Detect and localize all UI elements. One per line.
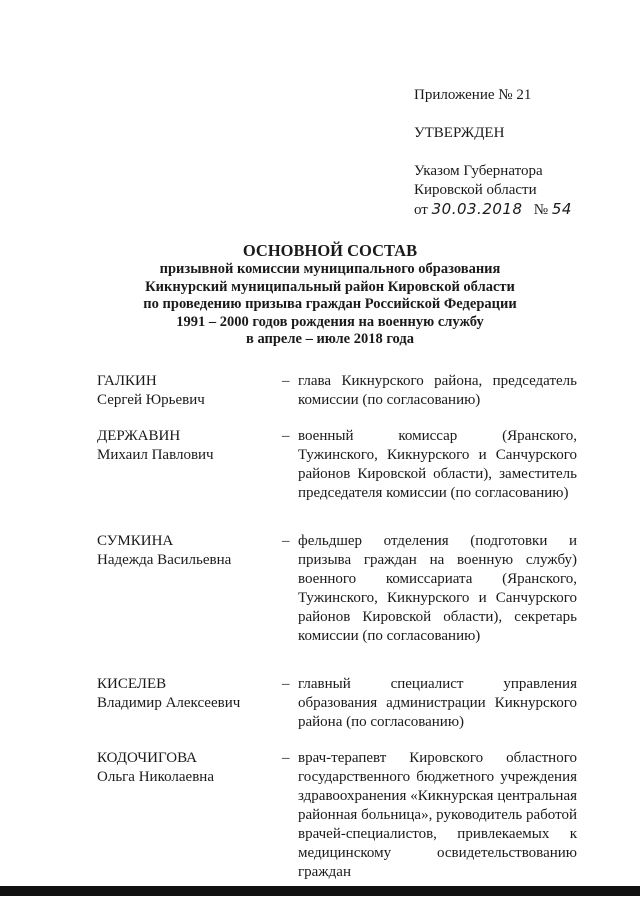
member-given-name: Ольга Николаевна xyxy=(97,769,214,785)
title-line-4: 1991 – 2000 годов рождения на военную службу xyxy=(176,313,484,330)
member-entry xyxy=(97,372,577,410)
dash-separator: – xyxy=(282,533,290,549)
decree-line-2: Кировской области xyxy=(414,182,537,198)
member-entry xyxy=(97,427,577,503)
member-given-name: Владимир Алексеевич xyxy=(97,695,241,711)
title-line-3: по проведению призыва граждан Российской Федерации xyxy=(143,296,517,312)
member-surname: ДЕРЖАВИН xyxy=(97,428,181,444)
title-line-5: в апреле – июле 2018 года xyxy=(246,331,414,347)
dash-separator: – xyxy=(282,373,290,389)
member-given-name: Сергей Юрьевич xyxy=(97,392,205,408)
scan-edge-bar xyxy=(0,886,640,896)
appendix-header xyxy=(414,86,614,220)
member-role: врач-терапевт Кировского областного государственного бюджетного учреждения здравоохранения «Кикнурская центральная районная больница», руководитель работой врачей-специалистов, привлекаемых к медицинскому освидетельствованию граждан xyxy=(298,750,577,880)
member-entry xyxy=(97,675,577,732)
member-surname: ГАЛКИН xyxy=(97,373,157,389)
number-prefix: № xyxy=(533,202,549,218)
decree-date: 30.03.2018 xyxy=(431,200,523,218)
member-role: главный специалист управления образования администрации Кикнурского района (по согласованию) xyxy=(298,676,577,730)
member-role: глава Кикнурского района, председатель комиссии (по согласованию) xyxy=(298,373,577,408)
date-prefix: от xyxy=(414,202,428,218)
member-name xyxy=(97,427,282,503)
dash-separator: – xyxy=(282,428,290,444)
member-name xyxy=(97,372,282,410)
member-entry xyxy=(97,749,577,882)
member-surname: КИСЕЛЕВ xyxy=(97,676,167,692)
approved-label: УТВЕРЖДЕН xyxy=(414,125,505,141)
member-given-name: Надежда Васильевна xyxy=(97,552,232,568)
decree-number: 54 xyxy=(551,200,572,218)
member-surname: СУМКИНА xyxy=(97,533,174,549)
member-surname: КОДОЧИГОВА xyxy=(97,750,198,766)
member-name xyxy=(97,749,282,882)
member-given-name: Михаил Павлович xyxy=(97,447,214,463)
member-entry xyxy=(97,532,577,646)
dash-separator: – xyxy=(282,750,290,766)
member-name xyxy=(97,675,282,732)
commission-members-list xyxy=(97,372,577,882)
member-name xyxy=(97,532,282,646)
appendix-number: Приложение № 21 xyxy=(414,87,532,103)
decree-line-1: Указом Губернатора xyxy=(414,163,543,179)
member-role: фельдшер отделения (подготовки и призыва граждан на военную службу) военного комиссариата (Яранского, Тужинского, Кикнурского и Санчурского районов Кировской области), секретарь комиссии (по согласованию) xyxy=(298,533,577,644)
document-title xyxy=(60,240,600,349)
dash-separator: – xyxy=(282,676,290,692)
member-role: военный комиссар (Яранского, Тужинского, Кикнурского и Санчурского районов Кировской области), заместитель председателя комиссии (по согласованию) xyxy=(298,428,577,501)
title-line-1: призывной комиссии муниципального образования xyxy=(159,261,501,277)
title-line-2: Кикнурский муниципальный район Кировской области xyxy=(145,278,515,295)
decree-date-line xyxy=(414,200,614,220)
title-main: ОСНОВНОЙ СОСТАВ xyxy=(242,241,418,260)
